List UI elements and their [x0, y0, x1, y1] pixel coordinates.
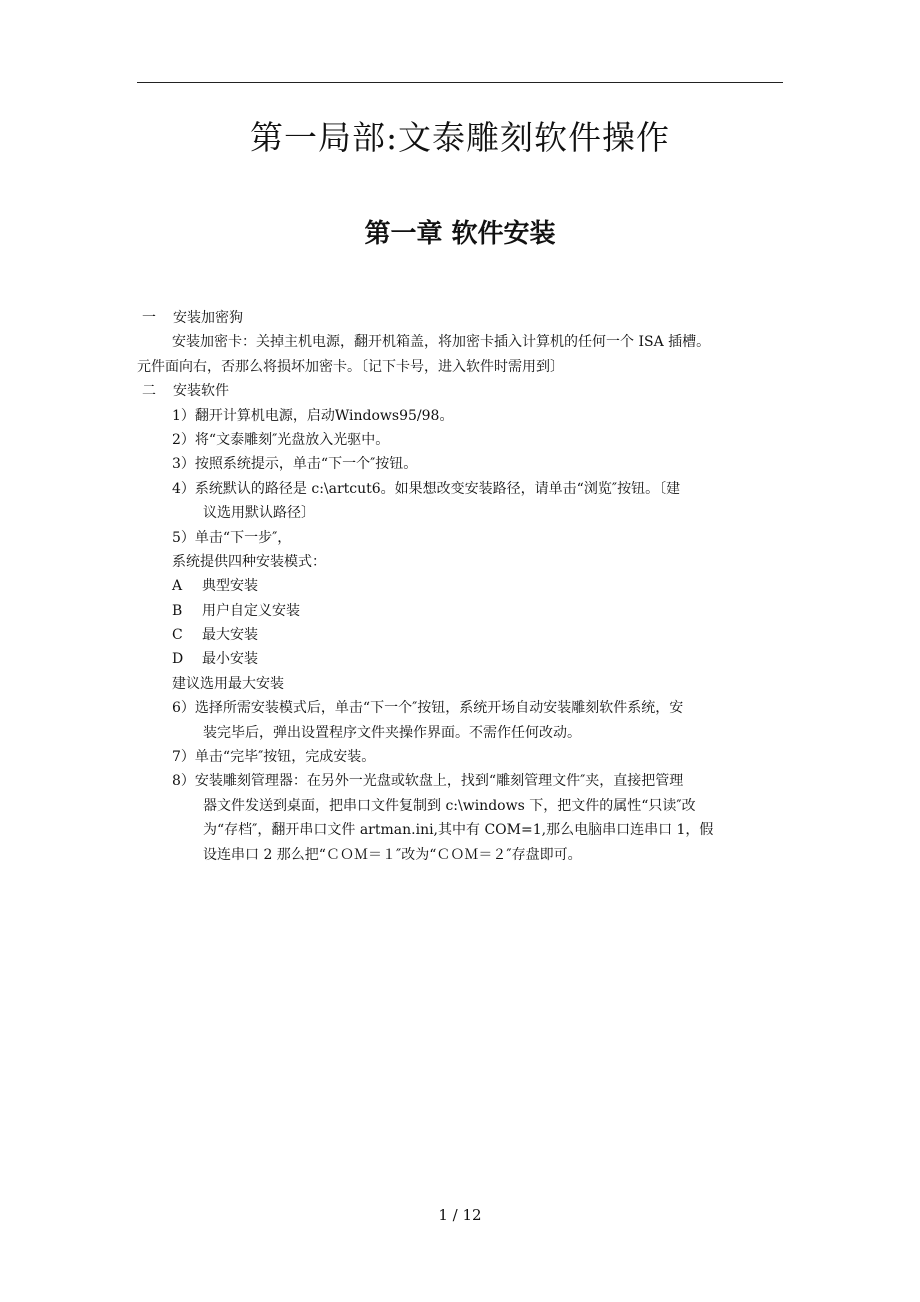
step-item: 2）将“文泰雕刻″光盘放入光驱中。: [172, 431, 390, 448]
mode-label: 用户自定义安装: [202, 602, 300, 619]
section-number: 二: [142, 383, 156, 400]
step-item: 4）系统默认的路径是 c:\artcut6。如果想改变安装路径，请单击“浏览″按钮。〔建: [172, 480, 681, 497]
section-heading: [137, 379, 787, 403]
section-heading: [137, 306, 787, 330]
mode-item: [137, 574, 787, 598]
step-item: 5）单击“下一步″，: [172, 529, 292, 546]
step-item-continued: 装完毕后，弹出设置程序文件夹操作界面。不需作任何改动。: [203, 724, 581, 741]
document-body: [137, 306, 787, 867]
mode-label: 最小安装: [202, 651, 258, 668]
section-title: 安装加密狗: [173, 310, 243, 326]
step-item-continued: 为“存档″，翻开串口文件 artman.ini,其中有 COM=1,那么电脑串口连串口 1，假: [203, 822, 714, 839]
paragraph-line: 元件面向右，否那么将损坏加密卡。〔记下卡号，进入软件时需用到〕: [137, 358, 564, 375]
modes-intro: 系统提供四种安装模式：: [172, 553, 326, 570]
mode-label: 最大安装: [202, 627, 258, 644]
header-rule: [137, 82, 783, 83]
step-item: 8）安装雕刻管理器：在另外一光盘或软盘上，找到“雕刻管理文件″夹，直接把管理: [172, 773, 684, 790]
mode-item: [137, 623, 787, 647]
paragraph-line: 安装加密卡：关掉主机电源，翻开机箱盖，将加密卡插入计算机的任何一个 ISA 插槽。: [172, 334, 711, 351]
mode-label: 典型安装: [202, 578, 258, 595]
mode-item: [137, 647, 787, 671]
step-item-continued: 器文件发送到桌面，把串口文件复制到 c:\windows 下，把文件的属性“只读″改: [203, 797, 696, 814]
recommendation: 建议选用最大安装: [172, 675, 284, 692]
mode-item: [137, 599, 787, 623]
page-number: 1 / 12: [438, 1206, 482, 1224]
mode-letter: C: [172, 627, 183, 644]
step-item: 6）选择所需安装模式后，单击“下一个″按钮，系统开场自动安装雕刻软件系统，安: [172, 700, 684, 717]
step-item-continued: 议选用默认路径〕: [203, 505, 315, 522]
chapter-title: 第一章 软件安装: [364, 219, 556, 249]
step-item: 7）单击“完毕″按钮，完成安装。: [172, 749, 376, 766]
mode-letter: A: [172, 578, 183, 595]
step-item-continued: 设连串口 2 那么把“ＣＯＭ＝１″改为“ＣＯＭ＝２″存盘即可。: [203, 846, 582, 863]
mode-letter: D: [172, 651, 184, 668]
section-number: 一: [142, 310, 156, 326]
part-title: 第一局部:文泰雕刻软件操作: [249, 118, 671, 157]
mode-letter: B: [172, 602, 183, 619]
section-title: 安装软件: [173, 383, 229, 400]
step-item: 1）翻开计算机电源，启动Windows95/98。: [172, 407, 454, 424]
step-item: 3）按照系统提示，单击“下一个″按钮。: [172, 456, 418, 473]
